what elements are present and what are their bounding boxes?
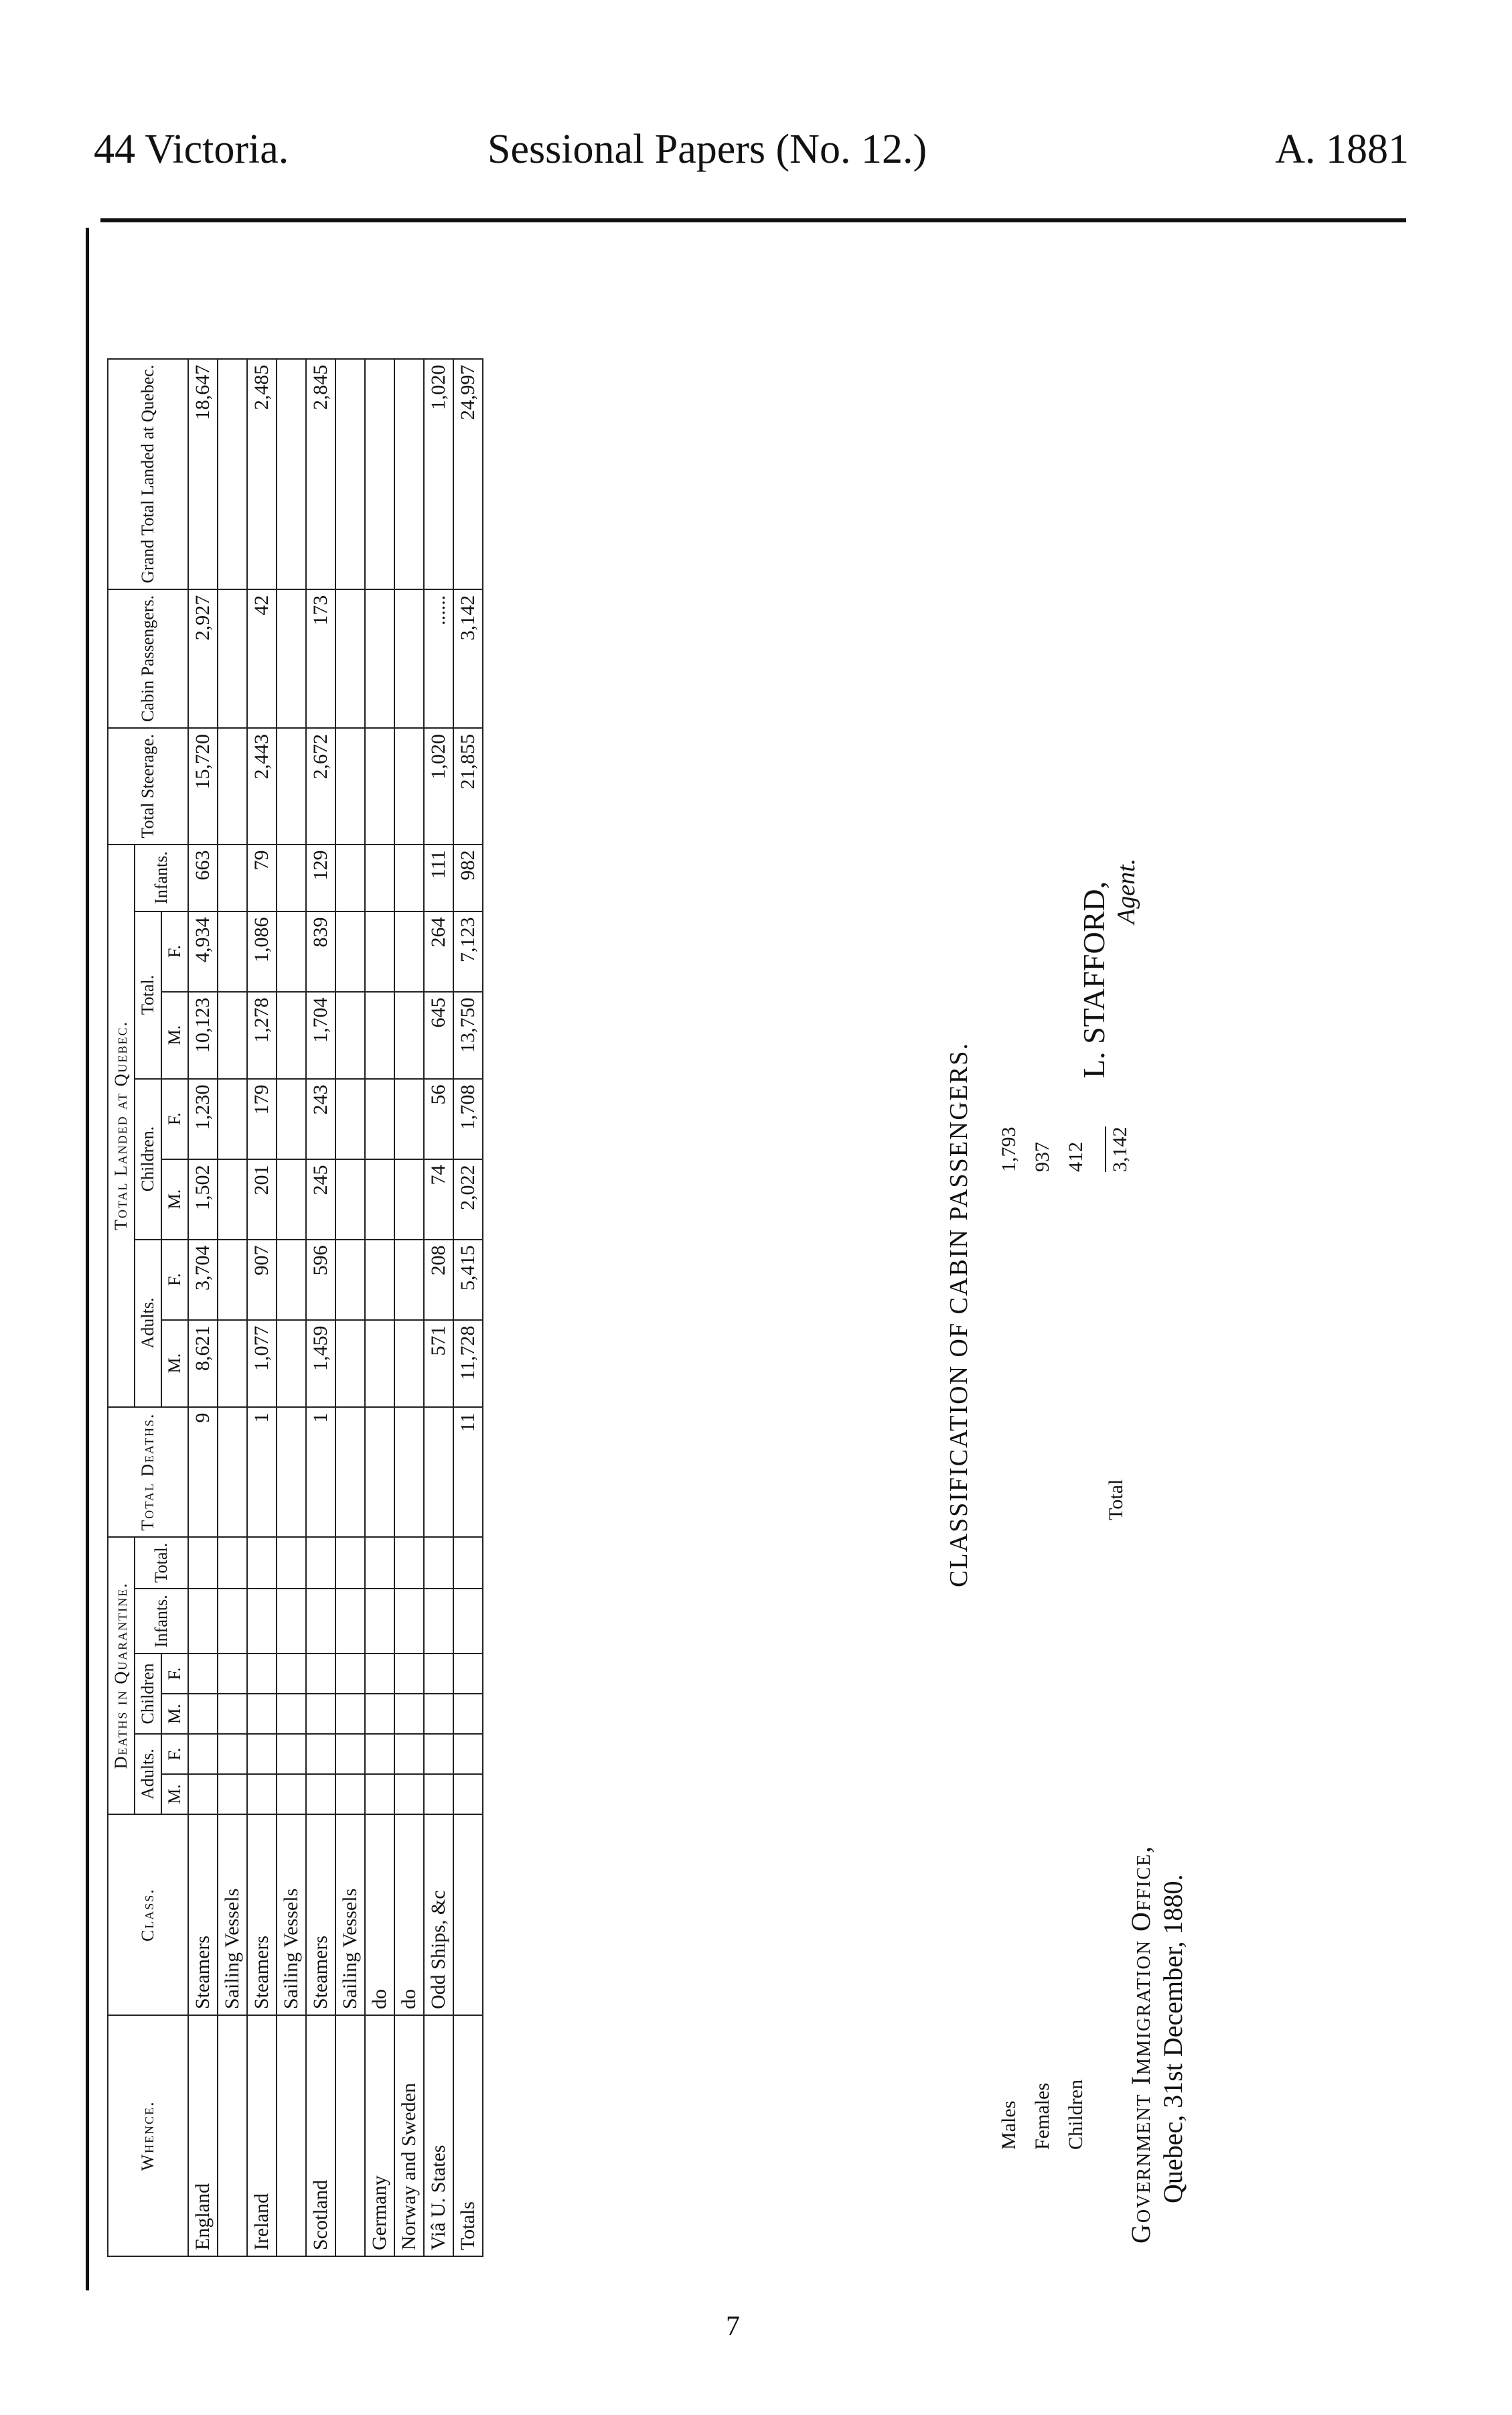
cell-d2: [394, 1734, 424, 1774]
cell-tf: 1,086: [247, 911, 277, 992]
cell-deaths: 1: [306, 1407, 335, 1537]
cell-tm: [365, 992, 394, 1079]
mf-header: F.: [161, 911, 188, 992]
cell-tf: [335, 911, 365, 992]
cabin-males-label: Males: [998, 2100, 1020, 2150]
cell-tf: 4,934: [188, 911, 218, 992]
cell-cabin: 3,142: [453, 589, 483, 728]
mf-header: M.: [161, 1694, 188, 1734]
cell-d4: [306, 1654, 335, 1694]
agent-title: Agent.: [1112, 858, 1140, 924]
cell-d3: [306, 1694, 335, 1734]
cell-d3: [247, 1694, 277, 1734]
cell-inf: [365, 845, 394, 911]
office-line-1: Government Immigration Office,: [1126, 1844, 1156, 2244]
cell-deaths: [365, 1407, 394, 1537]
cell-whence: England: [188, 2015, 218, 2256]
cabin-males-row: [998, 1815, 1020, 2150]
cell-cabin: 2,927: [188, 589, 218, 728]
cell-tf: [218, 911, 247, 992]
table-row: [277, 359, 306, 2256]
office-line-2: Quebec, 31st December, 1880.: [1158, 1874, 1188, 2203]
cell-steerage: [218, 728, 247, 845]
mf-header: M.: [161, 1774, 188, 1814]
cell-d1: [365, 1774, 394, 1814]
cell-steerage: [394, 728, 424, 845]
cell-grand: 18,647: [188, 359, 218, 589]
cell-cabin: [277, 589, 306, 728]
cell-class: Steamers: [188, 1814, 218, 2015]
cell-inf: [218, 845, 247, 911]
cell-d4: [424, 1654, 453, 1694]
cell-d6: [247, 1537, 277, 1589]
landed-adults: Adults.: [135, 1240, 161, 1407]
cell-grand: [365, 359, 394, 589]
cell-steerage: 2,443: [247, 728, 277, 845]
cell-am: [277, 1320, 306, 1407]
cell-class: Sailing Vessels: [335, 1814, 365, 2015]
cell-d1: [306, 1774, 335, 1814]
cell-deaths: [218, 1407, 247, 1537]
cell-class: [453, 1814, 483, 2015]
cell-steerage: 15,720: [188, 728, 218, 845]
cell-tf: 7,123: [453, 911, 483, 992]
cell-am: [365, 1320, 394, 1407]
cell-am: 11,728: [453, 1320, 483, 1407]
cell-whence: Totals: [453, 2015, 483, 2256]
cell-d6: [188, 1537, 218, 1589]
cell-am: 1,077: [247, 1320, 277, 1407]
cell-cf: 1,230: [188, 1079, 218, 1159]
cabin-females-value: 937: [1031, 1142, 1053, 1172]
cell-af: [218, 1240, 247, 1320]
mf-header: F.: [161, 1734, 188, 1774]
cell-af: [394, 1240, 424, 1320]
group-total-landed: Total Landed at Quebec.: [108, 845, 135, 1407]
cell-d6: [306, 1537, 335, 1589]
cell-grand: 24,997: [453, 359, 483, 589]
cell-cabin: [335, 589, 365, 728]
cell-steerage: 1,020: [424, 728, 453, 845]
col-class: Class.: [108, 1814, 188, 2015]
cell-whence: Ireland: [247, 2015, 277, 2256]
cell-d6: [218, 1537, 247, 1589]
table-row: [188, 359, 218, 2256]
cell-d3: [453, 1694, 483, 1734]
cell-class: Steamers: [247, 1814, 277, 2015]
cell-cabin: 42: [247, 589, 277, 728]
cell-grand: 2,485: [247, 359, 277, 589]
cell-d1: [453, 1774, 483, 1814]
cell-af: [365, 1240, 394, 1320]
agent-signature: L. STAFFORD,: [1077, 881, 1111, 1078]
cabin-females-label: Females: [1031, 2083, 1053, 2150]
cell-d3: [365, 1694, 394, 1734]
cell-d3: [394, 1694, 424, 1734]
cell-cm: 245: [306, 1159, 335, 1240]
cabin-total-row: [1105, 1479, 1128, 1520]
header-papers: Sessional Papers (No. 12.): [487, 127, 927, 172]
cell-am: [394, 1320, 424, 1407]
cell-steerage: [365, 728, 394, 845]
cell-tf: 264: [424, 911, 453, 992]
cell-cm: 74: [424, 1159, 453, 1240]
cell-d4: [394, 1654, 424, 1694]
cell-deaths: 1: [247, 1407, 277, 1537]
cell-deaths: [277, 1407, 306, 1537]
cell-inf: 79: [247, 845, 277, 911]
cell-am: 571: [424, 1320, 453, 1407]
cell-d5: [424, 1589, 453, 1654]
cell-d4: [453, 1654, 483, 1694]
cell-tf: [394, 911, 424, 992]
deaths-total: Total.: [135, 1537, 188, 1589]
cell-cf: 1,708: [453, 1079, 483, 1159]
cell-d1: [335, 1774, 365, 1814]
cell-class: Steamers: [306, 1814, 335, 2015]
page-mark: 7: [726, 2311, 740, 2342]
cell-d2: [188, 1734, 218, 1774]
cell-inf: 982: [453, 845, 483, 911]
group-deaths-quarantine: Deaths in Quarantine.: [108, 1537, 135, 1814]
cell-am: 1,459: [306, 1320, 335, 1407]
cell-d2: [306, 1734, 335, 1774]
table-row: [218, 359, 247, 2256]
cell-d2: [277, 1734, 306, 1774]
cell-af: 907: [247, 1240, 277, 1320]
mf-header: M.: [161, 1320, 188, 1407]
deaths-adults: Adults.: [135, 1734, 161, 1814]
cell-grand: [394, 359, 424, 589]
cell-inf: 129: [306, 845, 335, 911]
cell-tf: 839: [306, 911, 335, 992]
cell-af: [277, 1240, 306, 1320]
cell-class: Sailing Vessels: [277, 1814, 306, 2015]
cell-d5: [188, 1589, 218, 1654]
cell-d6: [365, 1537, 394, 1589]
cell-cm: [335, 1159, 365, 1240]
col-total-steerage: Total Steerage.: [108, 728, 188, 845]
cell-tm: [277, 992, 306, 1079]
cell-d1: [394, 1774, 424, 1814]
cell-deaths: [394, 1407, 424, 1537]
cell-class: do: [394, 1814, 424, 2015]
cell-d6: [277, 1537, 306, 1589]
cell-d3: [335, 1694, 365, 1734]
cell-cf: 56: [424, 1079, 453, 1159]
table-row: [335, 359, 365, 2256]
cabin-title: CLASSIFICATION OF CABIN PASSENGERS.: [945, 1042, 973, 1587]
cell-grand: 1,020: [424, 359, 453, 589]
cabin-females-row: [1031, 1815, 1054, 2150]
cabin-children-label: Children: [1065, 2079, 1087, 2150]
cell-inf: 111: [424, 845, 453, 911]
cell-tm: [218, 992, 247, 1079]
cell-deaths: [424, 1407, 453, 1537]
table-row: [365, 359, 394, 2256]
deaths-infants: Infants.: [135, 1589, 188, 1654]
cell-inf: [394, 845, 424, 911]
cell-d5: [453, 1589, 483, 1654]
cell-am: [218, 1320, 247, 1407]
mf-header: M.: [161, 992, 188, 1079]
cell-cf: [277, 1079, 306, 1159]
cell-tm: 1,704: [306, 992, 335, 1079]
cell-cabin: ......: [424, 589, 453, 728]
cabin-children-value: 412: [1065, 1142, 1087, 1172]
cell-deaths: [335, 1407, 365, 1537]
col-whence: Whence.: [108, 2015, 188, 2256]
table-row: [247, 359, 277, 2256]
cell-d5: [247, 1589, 277, 1654]
cell-steerage: [335, 728, 365, 845]
landed-infants: Infants.: [135, 845, 188, 911]
cell-whence: Scotland: [306, 2015, 335, 2256]
cell-d5: [218, 1589, 247, 1654]
cell-d1: [188, 1774, 218, 1814]
cabin-males-value: 1,793: [998, 1126, 1020, 1172]
cell-d3: [188, 1694, 218, 1734]
cell-whence: [335, 2015, 365, 2256]
cell-cf: 179: [247, 1079, 277, 1159]
cell-grand: 2,845: [306, 359, 335, 589]
cell-d5: [394, 1589, 424, 1654]
cell-cf: [335, 1079, 365, 1159]
cell-d4: [188, 1654, 218, 1694]
mf-header: F.: [161, 1079, 188, 1159]
cell-d3: [218, 1694, 247, 1734]
table-row: [453, 359, 483, 2256]
cell-cm: 1,502: [188, 1159, 218, 1240]
top-rule: [100, 218, 1406, 222]
cell-af: 208: [424, 1240, 453, 1320]
cell-cf: [218, 1079, 247, 1159]
cell-d1: [277, 1774, 306, 1814]
cabin-children-row: [1065, 1815, 1087, 2150]
cell-grand: [277, 359, 306, 589]
cell-d2: [335, 1734, 365, 1774]
cell-d4: [335, 1654, 365, 1694]
cell-deaths: 9: [188, 1407, 218, 1537]
mf-header: M.: [161, 1159, 188, 1240]
cell-cf: 243: [306, 1079, 335, 1159]
cell-d3: [424, 1694, 453, 1734]
cell-d3: [277, 1694, 306, 1734]
cell-tf: [277, 911, 306, 992]
cell-inf: [277, 845, 306, 911]
cell-tf: [365, 911, 394, 992]
cell-d5: [335, 1589, 365, 1654]
cell-d6: [335, 1537, 365, 1589]
cell-steerage: 21,855: [453, 728, 483, 845]
cell-cm: [218, 1159, 247, 1240]
table-body: [188, 359, 483, 2256]
cell-class: do: [365, 1814, 394, 2015]
cell-d2: [424, 1734, 453, 1774]
cell-am: 8,621: [188, 1320, 218, 1407]
cell-deaths: 11: [453, 1407, 483, 1537]
cell-cm: [394, 1159, 424, 1240]
cell-d1: [424, 1774, 453, 1814]
cell-whence: Germany: [365, 2015, 394, 2256]
cell-whence: [218, 2015, 247, 2256]
cell-d4: [247, 1654, 277, 1694]
cell-cabin: 173: [306, 589, 335, 728]
cell-d4: [218, 1654, 247, 1694]
cell-af: 5,415: [453, 1240, 483, 1320]
cell-d1: [218, 1774, 247, 1814]
table-row: [306, 359, 335, 2256]
cell-cabin: [394, 589, 424, 728]
col-total-deaths: Total Deaths.: [108, 1407, 188, 1537]
cell-d1: [247, 1774, 277, 1814]
header-year: A. 1881: [1275, 127, 1409, 172]
col-grand-total: Grand Total Landed at Quebec.: [108, 359, 188, 589]
mf-header: F.: [161, 1654, 188, 1694]
cell-d2: [365, 1734, 394, 1774]
cell-class: Odd Ships, &c: [424, 1814, 453, 2015]
cell-whence: Viâ U. States: [424, 2015, 453, 2256]
deaths-children: Children: [135, 1654, 161, 1734]
cell-steerage: [277, 728, 306, 845]
cell-am: [335, 1320, 365, 1407]
mf-header: F.: [161, 1240, 188, 1320]
office-address: [1125, 1845, 1189, 2244]
cell-d2: [218, 1734, 247, 1774]
header-session: 44 Victoria.: [94, 127, 289, 172]
cell-tm: [335, 992, 365, 1079]
cell-inf: [335, 845, 365, 911]
left-border: [86, 228, 89, 2290]
cell-inf: 663: [188, 845, 218, 911]
cell-tm: 645: [424, 992, 453, 1079]
table-row: [424, 359, 453, 2256]
cell-d2: [247, 1734, 277, 1774]
cell-cf: [365, 1079, 394, 1159]
cell-d6: [394, 1537, 424, 1589]
cabin-total-label: Total: [1105, 1479, 1127, 1520]
cell-steerage: 2,672: [306, 728, 335, 845]
cell-grand: [335, 359, 365, 589]
cell-whence: Norway and Sweden: [394, 2015, 424, 2256]
immigration-table: [107, 358, 483, 2257]
cell-d4: [365, 1654, 394, 1694]
cell-class: Sailing Vessels: [218, 1814, 247, 2015]
cell-cf: [394, 1079, 424, 1159]
table-row: [394, 359, 424, 2256]
cell-cm: 2,022: [453, 1159, 483, 1240]
cell-d4: [277, 1654, 306, 1694]
cell-cm: 201: [247, 1159, 277, 1240]
landed-children: Children.: [135, 1079, 161, 1240]
cell-cabin: [365, 589, 394, 728]
cell-cm: [277, 1159, 306, 1240]
cell-cm: [365, 1159, 394, 1240]
cabin-total-value: 3,142: [1105, 1127, 1132, 1173]
cell-d5: [306, 1589, 335, 1654]
cell-d5: [277, 1589, 306, 1654]
cell-grand: [218, 359, 247, 589]
cell-af: 596: [306, 1240, 335, 1320]
cell-d2: [453, 1734, 483, 1774]
cell-af: [335, 1240, 365, 1320]
cell-d5: [365, 1589, 394, 1654]
rotated-table-page: [107, 248, 1339, 2257]
cell-d6: [453, 1537, 483, 1589]
cell-whence: [277, 2015, 306, 2256]
cell-d6: [424, 1537, 453, 1589]
col-cabin-passengers: Cabin Passengers.: [108, 589, 188, 728]
cell-tm: 10,123: [188, 992, 218, 1079]
landed-total: Total.: [135, 911, 161, 1079]
cell-cabin: [218, 589, 247, 728]
cell-tm: [394, 992, 424, 1079]
cell-tm: 13,750: [453, 992, 483, 1079]
cell-af: 3,704: [188, 1240, 218, 1320]
cell-tm: 1,278: [247, 992, 277, 1079]
